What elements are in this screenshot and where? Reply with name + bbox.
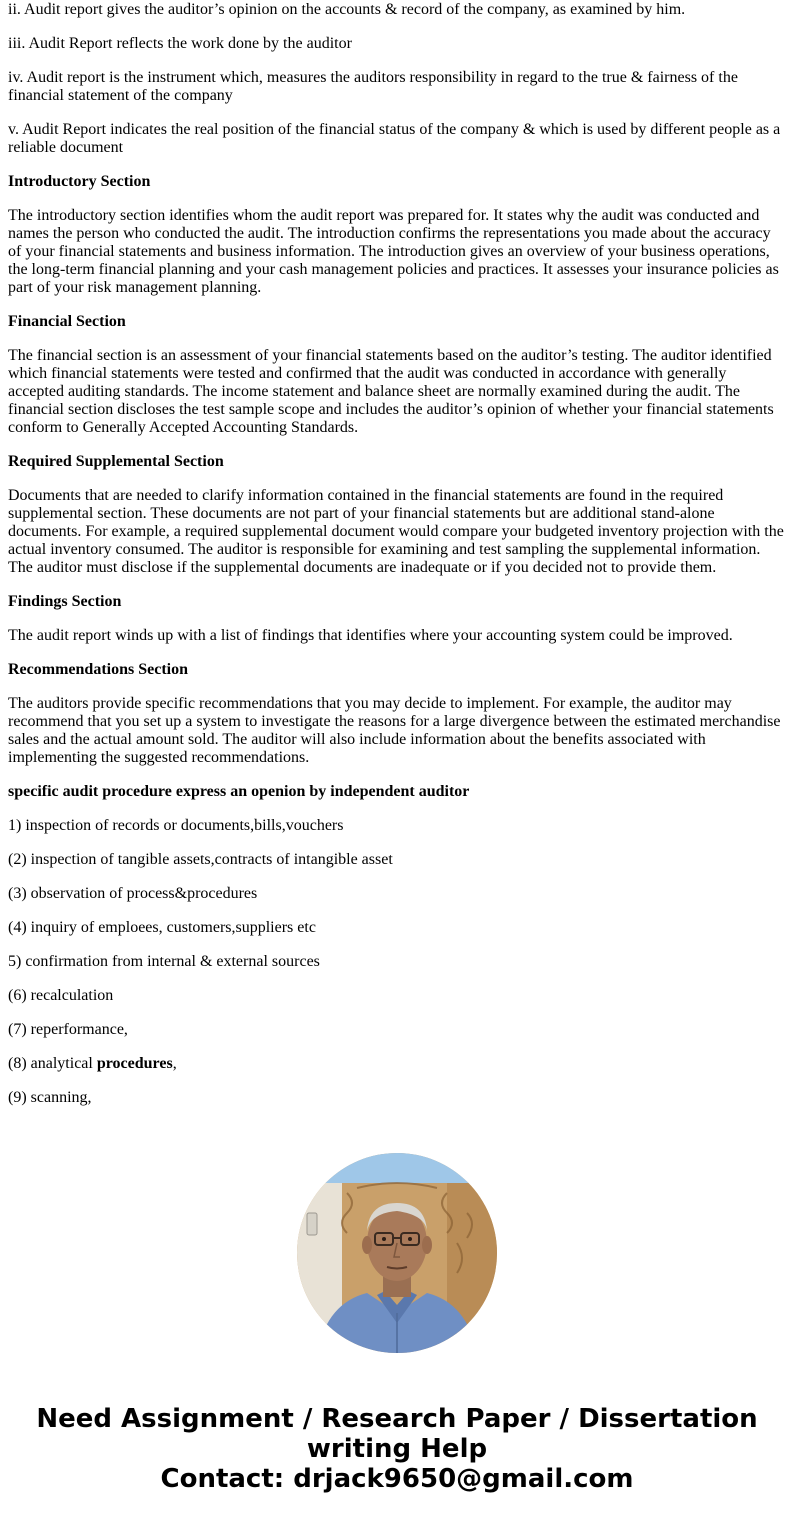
section-heading-introductory: Introductory Section — [8, 173, 151, 190]
cta-line-2: writing Help — [306, 1434, 488, 1464]
cta-contact-email[interactable]: Contact: drjack9650@gmail.com — [160, 1464, 634, 1494]
procedure-item: (7) reperformance, — [8, 1021, 128, 1038]
section-heading-supplemental: Required Supplemental Section — [8, 453, 224, 470]
procedure-item-8-bold: procedures — [96, 1055, 173, 1072]
procedure-item: 5) confirmation from internal & external sources — [8, 953, 320, 970]
procedure-item: 1) inspection of records or documents,bills,vouchers — [8, 817, 344, 834]
section-body-supplemental: Documents that are needed to clarify information contained in the financial statements are found in the required supplemental section. These documents are not part of your financial statements but are additional stand-alone documents. For example, a required supplemental document would compare your budgeted inventory projection with the actual inventory consumed. The auditor is responsible for examining and test sampling the supplemental information. The auditor must disclose if the supplemental documents are inadequate or if you decided not to provide them. — [8, 487, 784, 576]
procedure-item: (4) inquiry of emploees, customers,suppliers etc — [8, 919, 316, 936]
intro-point-v: v. Audit Report indicates the real position of the financial status of the company & which is used by different people as a reliable document — [8, 121, 781, 156]
procedure-item-8-prefix: (8) analytical — [8, 1055, 97, 1072]
article-body — [8, 1, 786, 1123]
contact-banner — [0, 1404, 794, 1494]
procedure-item-9: (9) scanning, — [8, 1089, 92, 1106]
procedures-heading: specific audit procedure express an openion by independent auditor — [8, 783, 470, 800]
section-body-recommendations: The auditors provide specific recommendations that you may decide to implement. For example, the auditor may recommend that you set up a system to investigate the reasons for a large divergence between the estimated merchandise sales and the actual amount sold. The auditor will also include information about the benefits associated with implementing the suggested recommendations. — [8, 695, 781, 766]
procedure-item-8 — [8, 1055, 786, 1073]
intro-point-iii: iii. Audit Report reflects the work done by the auditor — [8, 35, 352, 52]
procedure-item: (6) recalculation — [8, 987, 114, 1004]
procedure-item: (2) inspection of tangible assets,contracts of intangible asset — [8, 851, 393, 868]
intro-point-ii: ii. Audit report gives the auditor’s opinion on the accounts & record of the company, as examined by him. — [8, 1, 686, 18]
intro-point-iv: iv. Audit report is the instrument which, measures the auditors responsibility in regard to the true & fairness of the financial statement of the company — [8, 69, 738, 104]
procedure-item: (3) observation of process&procedures — [8, 885, 258, 902]
author-avatar — [297, 1153, 497, 1353]
section-body-findings: The audit report winds up with a list of findings that identifies where your accounting system could be improved. — [8, 627, 733, 644]
cta-line-1: Need Assignment / Research Paper / Dissertation — [36, 1404, 758, 1434]
section-body-introductory: The introductory section identifies whom the audit report was prepared for. It states why the audit was conducted and names the person who conducted the audit. The introduction confirms the representations you made about the accuracy of your financial statements and business information. The introduction gives an overview of your business operations, the long-term financial planning and your cash management policies and practices. It assesses your insurance policies as part of your risk management planning. — [8, 207, 779, 296]
section-heading-recommendations: Recommendations Section — [8, 661, 188, 678]
section-body-financial: The financial section is an assessment of your financial statements based on the auditor’s testing. The auditor identified which financial statements were tested and confirmed that the audit was conducted in accordance with generally accepted auditing standards. The income statement and balance sheet are normally examined during the audit. The financial section discloses the test sample scope and includes the auditor’s opinion of whether your financial statements conform to Generally Accepted Accounting Standards. — [8, 347, 774, 436]
procedure-item-8-suffix: , — [172, 1055, 177, 1072]
section-heading-findings: Findings Section — [8, 593, 122, 610]
author-portrait-image — [297, 1153, 497, 1353]
section-heading-financial: Financial Section — [8, 313, 126, 330]
